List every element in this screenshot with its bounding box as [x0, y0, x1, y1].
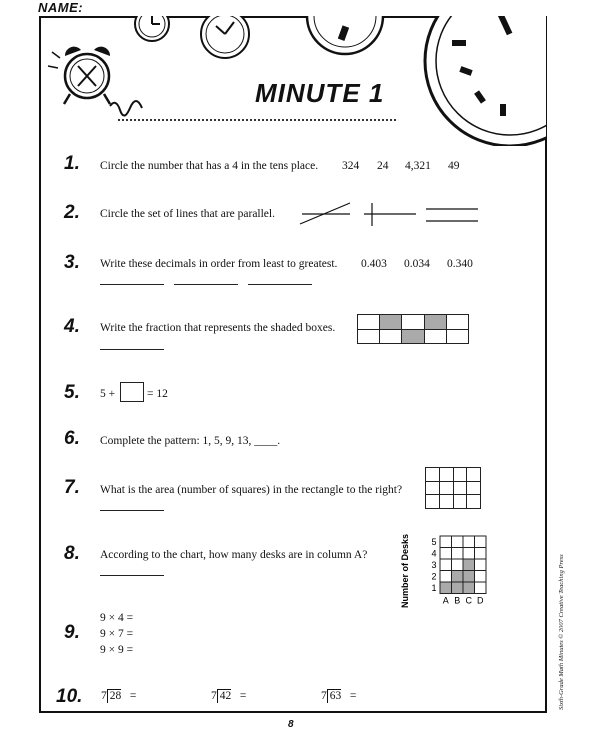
q2-line-sets: [298, 200, 483, 228]
q1-option-3[interactable]: 4,321: [405, 160, 431, 172]
question-4-number: 4.: [64, 316, 80, 337]
q10-division-1: [101, 689, 136, 703]
q3-decimal-2: 0.034: [404, 258, 430, 270]
question-6-text: Complete the pattern: 1, 5, 9, 13, ____.: [100, 435, 281, 447]
medium-clock-icon: [201, 16, 249, 58]
q1-option-2[interactable]: 24: [377, 160, 389, 172]
q5-answer-box[interactable]: [120, 382, 144, 402]
chart-cell-B-4: [452, 548, 464, 560]
question-8-text: According to the chart, how many desks are in column A?: [100, 549, 368, 561]
q7-answer-blank[interactable]: [100, 510, 164, 511]
question-3-text: Write these decimals in order from least to greatest.: [100, 258, 338, 270]
q3-answer-blank-3[interactable]: [248, 284, 312, 285]
small-clock-icon: [135, 16, 169, 41]
q10-divisor-3: 7: [321, 690, 327, 702]
q2-intersecting-lines[interactable]: [300, 203, 350, 224]
question-6-number: 6.: [64, 428, 80, 449]
q3-decimal-3: 0.340: [447, 258, 473, 270]
q1-option-4[interactable]: 49: [448, 160, 460, 172]
page-number: 8: [288, 719, 294, 730]
q10-divisor-1: 7: [101, 690, 107, 702]
question-8-number: 8.: [64, 543, 80, 564]
question-4-text: Write the fraction that represents the shaded boxes.: [100, 322, 336, 334]
q10-dividend-2: 42: [217, 689, 232, 703]
chart-cell-A-4: [440, 548, 452, 560]
question-10-number: 10.: [56, 686, 83, 707]
chart-cell-D-4: [475, 548, 487, 560]
question-2-text: Circle the set of lines that are parallel.: [100, 208, 275, 220]
q5-prefix: 5 +: [100, 388, 116, 400]
chart-cell-A-5: [440, 536, 452, 548]
side-credit: Sixth-Grade Math Minutes © 2007 Creative Teaching Press: [558, 554, 565, 710]
q10-dividend-3: 63: [327, 689, 342, 703]
chart-cell-B-5: [452, 536, 464, 548]
q1-option-1[interactable]: 324: [342, 160, 360, 172]
chart-cell-C-1: [463, 582, 475, 594]
chart-cell-D-1: [475, 582, 487, 594]
q10-division-2: [211, 689, 246, 703]
chart-y-tick-3: 3: [431, 559, 437, 570]
q2-parallel-lines[interactable]: [426, 209, 478, 221]
q2-perpendicular-lines[interactable]: [364, 203, 416, 226]
chart-x-tick-D: D: [477, 595, 484, 606]
q3-decimal-1: 0.403: [361, 258, 387, 270]
question-9-number: 9.: [64, 622, 80, 643]
question-1-text: Circle the number that has a 4 in the tens place.: [100, 160, 319, 172]
chart-cell-D-5: [475, 536, 487, 548]
q4-fraction-grid: [357, 314, 469, 344]
q10-equals-3: =: [349, 690, 357, 702]
large-clock-icon: [307, 16, 383, 54]
chart-cell-B-1: [452, 582, 464, 594]
q10-divisor-2: 7: [211, 690, 217, 702]
name-label: NAME:: [38, 0, 84, 15]
chart-cell-C-5: [463, 536, 475, 548]
chart-x-tick-B: B: [454, 595, 461, 606]
question-7-number: 7.: [64, 477, 80, 498]
q9-line-1: 9 × 4 =: [100, 612, 134, 624]
chart-y-tick-2: 2: [431, 571, 437, 582]
q5-suffix: = 12: [147, 388, 168, 400]
q9-line-2: 9 × 7 =: [100, 628, 134, 640]
chart-cell-C-2: [463, 571, 475, 583]
q7-area-rectangle: [425, 467, 481, 509]
chart-y-axis-label: Number of Desks: [400, 533, 410, 609]
chart-cell-D-2: [475, 571, 487, 583]
huge-clock-icon: [425, 16, 546, 146]
q10-equals-1: =: [129, 690, 137, 702]
q10-equals-2: =: [239, 690, 247, 702]
chart-cell-A-2: [440, 571, 452, 583]
q9-line-3: 9 × 9 =: [100, 644, 134, 656]
chart-y-tick-1: 1: [431, 582, 437, 593]
chart-cell-A-1: [440, 582, 452, 594]
q10-division-3: [321, 689, 356, 703]
chart-x-tick-A: A: [442, 595, 449, 606]
chart-y-tick-4: 4: [431, 548, 437, 559]
question-7-text: What is the area (number of squares) in the rectangle to the right?: [100, 484, 403, 496]
question-5-number: 5.: [64, 382, 80, 403]
chart-x-tick-C: C: [465, 595, 472, 606]
q10-dividend-1: 28: [107, 689, 122, 703]
title-dotted-rule: [118, 119, 396, 121]
chart-cell-C-4: [463, 548, 475, 560]
chart-y-tick-5: 5: [431, 536, 437, 547]
alarm-clock-icon: [48, 47, 142, 116]
question-3-number: 3.: [64, 252, 80, 273]
q8-answer-blank[interactable]: [100, 575, 164, 576]
question-1-number: 1.: [64, 153, 80, 174]
q3-answer-blank-2[interactable]: [174, 284, 238, 285]
chart-cell-B-3: [452, 559, 464, 571]
q4-answer-blank[interactable]: [100, 349, 164, 350]
chart-cell-B-2: [452, 571, 464, 583]
q3-answer-blank-1[interactable]: [100, 284, 164, 285]
question-2-number: 2.: [64, 202, 80, 223]
page-title: MINUTE 1: [255, 78, 385, 108]
chart-cell-C-3: [463, 559, 475, 571]
chart-cell-D-3: [475, 559, 487, 571]
desk-chart: [398, 530, 488, 620]
chart-cell-A-3: [440, 559, 452, 571]
